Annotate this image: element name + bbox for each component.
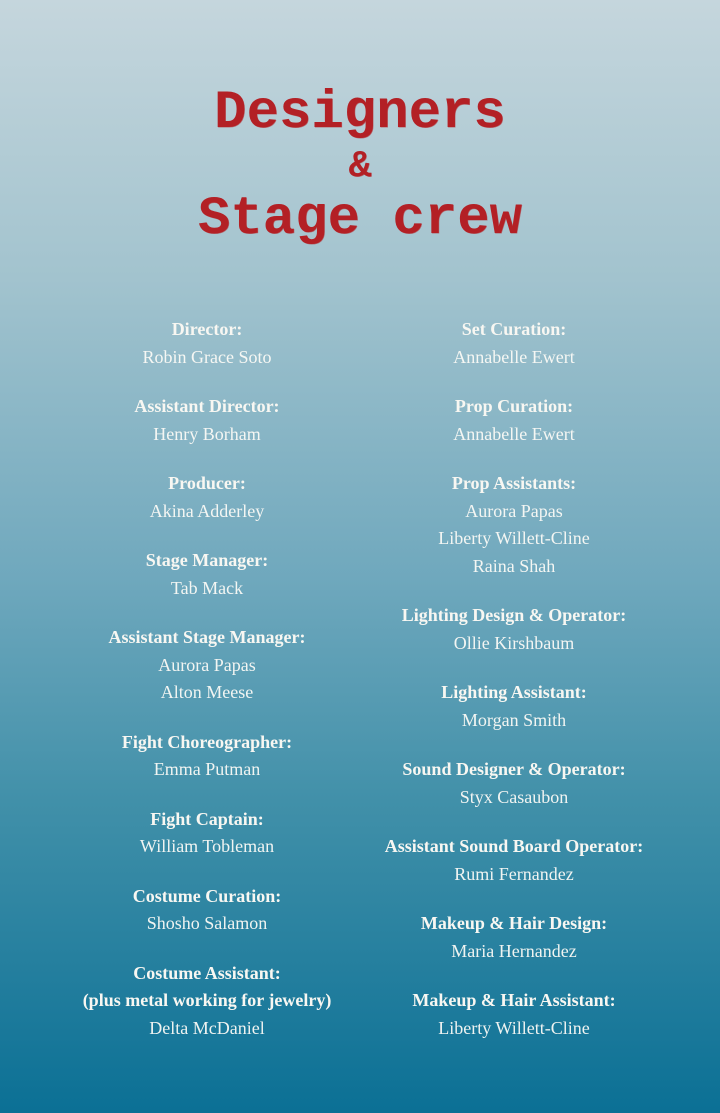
credit-group	[27, 960, 387, 1043]
title-line-designers: Designers	[214, 83, 506, 144]
credit-group	[334, 679, 694, 734]
credit-role-label: Lighting Design & Operator:	[401, 605, 627, 625]
credit-person-name: Annabelle Ewert	[453, 346, 575, 367]
credit-person-name: Rumi Fernandez	[454, 863, 574, 884]
credit-person-name: Emma Putman	[153, 759, 261, 779]
credit-person-name: Maria Hernandez	[451, 940, 577, 961]
credit-group	[334, 602, 694, 657]
credits-column-right	[334, 316, 694, 1064]
credit-role-label: Makeup & Hair Design:	[420, 913, 608, 933]
credit-person-name: Tab Mack	[170, 577, 244, 598]
credit-person-name: Aurora Papas	[158, 654, 256, 675]
credit-group	[27, 883, 387, 938]
credit-role-label: Assistant Sound Board Operator:	[384, 836, 644, 856]
credit-person-name: Aurora Papas	[465, 500, 563, 521]
credit-person-name: Liberty Willett-Cline	[438, 1017, 590, 1038]
credit-role-label: Costume Assistant:	[133, 962, 281, 983]
credit-person-name: Alton Meese	[160, 682, 254, 702]
credit-role-label: Set Curation:	[461, 319, 567, 339]
credit-person-name: Shosho Salamon	[146, 913, 268, 933]
title-line-ampersand: &	[348, 145, 372, 188]
credit-group	[334, 756, 694, 811]
credit-person-name: Delta McDaniel	[149, 1017, 265, 1038]
credit-role-label: Director:	[171, 319, 243, 339]
credit-role-label: Sound Designer & Operator:	[402, 759, 626, 779]
credit-role-label: Assistant Director:	[134, 396, 280, 416]
credit-group	[334, 316, 694, 371]
credit-person-name: Styx Casaubon	[459, 786, 569, 807]
title-line-stage-crew: Stage crew	[197, 189, 523, 250]
credit-group	[27, 806, 387, 861]
credit-role-label: Costume Curation:	[132, 885, 282, 906]
credit-group	[27, 729, 387, 784]
credit-role-label: Producer:	[168, 473, 246, 493]
credit-person-name: Akina Adderley	[149, 500, 265, 521]
credit-role-label: Stage Manager:	[145, 550, 269, 570]
page-title	[0, 83, 720, 250]
credit-person-name: William Tobleman	[139, 836, 275, 856]
credit-group	[27, 470, 387, 525]
credit-group	[334, 470, 694, 580]
credit-role-label: Prop Curation:	[454, 396, 574, 416]
credit-group	[334, 987, 694, 1042]
credit-person-name: Ollie Kirshbaum	[453, 632, 575, 653]
credit-person-name: Liberty Willett-Cline	[438, 528, 590, 548]
credit-person-name: Henry Borham	[153, 423, 261, 444]
credits-column-left	[27, 316, 387, 1064]
credit-role-label: Lighting Assistant:	[441, 682, 587, 702]
credit-group	[27, 624, 387, 707]
credit-group	[27, 316, 387, 371]
credit-person-name: Raina Shah	[472, 555, 556, 576]
credit-group	[27, 547, 387, 602]
credit-person-name: Annabelle Ewert	[453, 423, 575, 444]
credit-group	[334, 393, 694, 448]
credit-group	[334, 833, 694, 888]
credit-group	[27, 393, 387, 448]
credit-role-label: Prop Assistants:	[451, 473, 577, 493]
credit-role-label: Fight Choreographer:	[121, 731, 293, 752]
credit-role-label: (plus metal working for jewelry)	[82, 990, 332, 1010]
credit-role-label: Makeup & Hair Assistant:	[412, 990, 616, 1010]
credit-role-label: Assistant Stage Manager:	[108, 627, 306, 647]
credit-group	[334, 910, 694, 965]
credit-person-name: Morgan Smith	[461, 709, 567, 730]
credit-person-name: Robin Grace Soto	[142, 346, 272, 367]
credit-role-label: Fight Captain:	[150, 808, 264, 829]
